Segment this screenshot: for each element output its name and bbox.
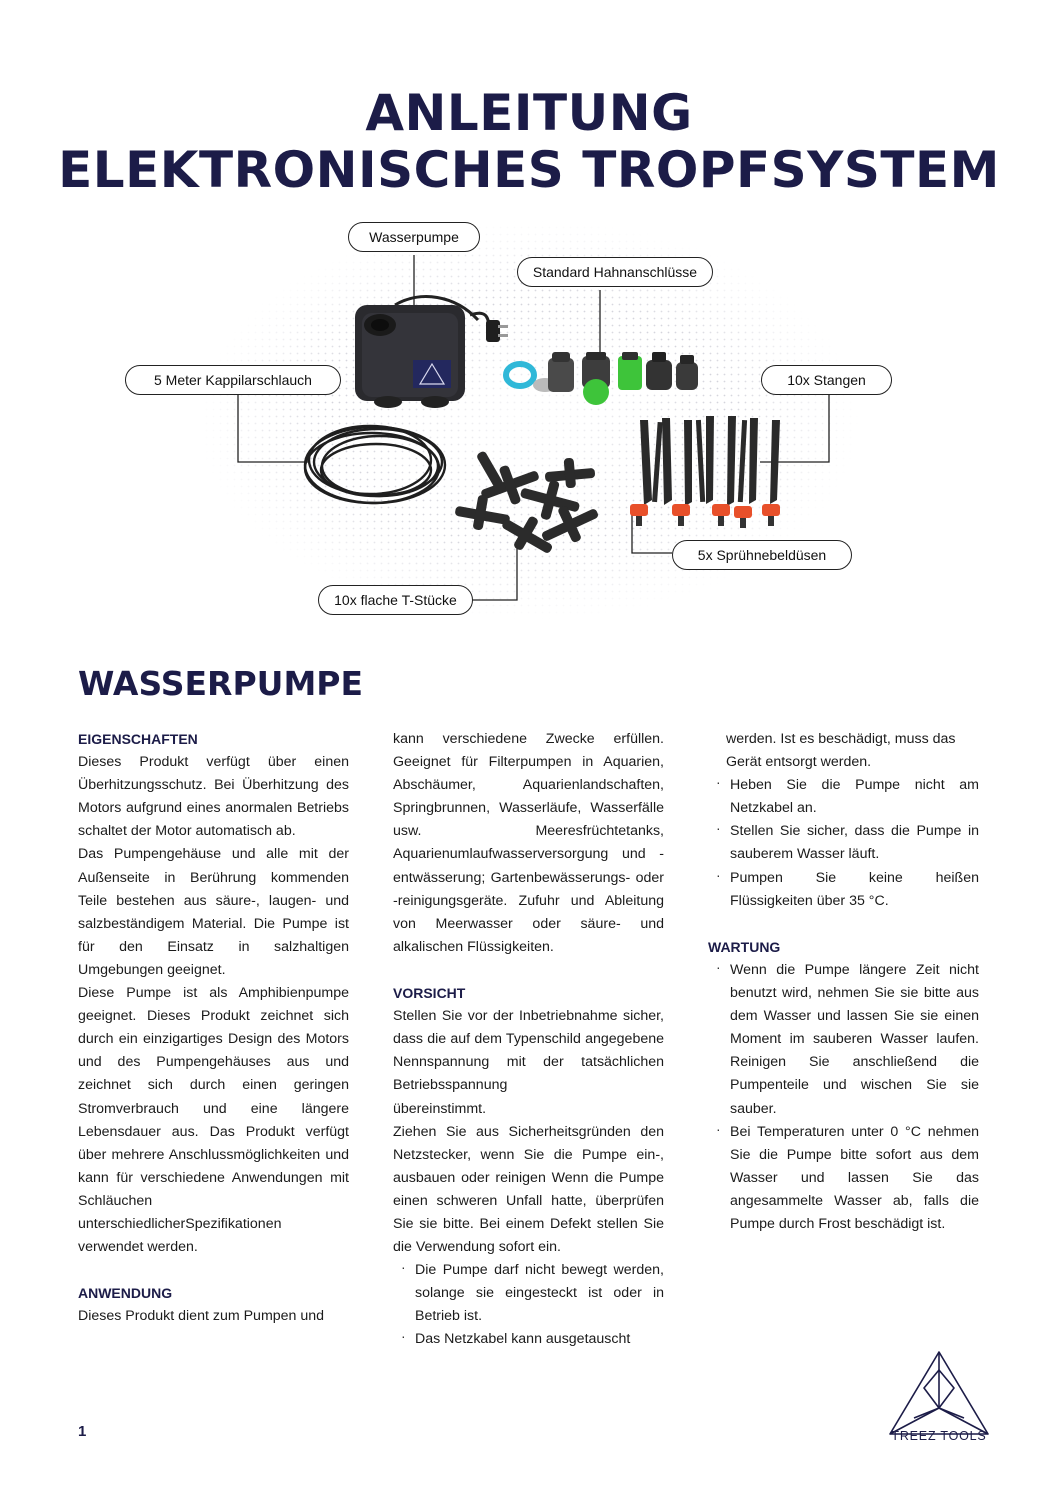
page-number: 1	[78, 1423, 87, 1440]
caution-list	[393, 1259, 664, 1351]
paragraph: Dieses Produkt verfügt über einen Überhitzungsschutz. Bei Überhitzung des Motors aufgrund eines anormalen Betriebs schaltet der Motor automatisch ab.	[78, 754, 349, 840]
paragraph-end: übereinstimmt.	[393, 1100, 487, 1117]
callout-hahnanschluesse: Standard Hahnanschlüsse	[517, 257, 713, 287]
list-item: · Bei Temperaturen unter 0 °C nehmen Sie die Pumpe bitte sofort aus dem Wasser und lassen Sie das angesammelte Wasser ab, falls die Pumpe durch Frost beschädigt ist.	[708, 1121, 979, 1236]
caution-list-continued	[708, 774, 979, 913]
paragraph: kann verschiedene Zwecke erfüllen. Geeignet für Filterpumpen in Aquarien, Abschäumer, Aquarienlandschaften, Springbrunnen, Wasserläufe, Wasserfälle usw. Meeresfrüchtetanks, Aquarienumlaufwasserversorgung und -entwässerung; Gartenbewässerungs- oder -reinigungsgeräte. Zufuhr und Ableitung von Meerwasser oder säure- und alkalischen Flüssigkeiten.	[393, 731, 664, 955]
paragraph: Das Pumpengehäuse und alle mit der Außenseite in Berührung kommenden Teile bestehen aus säure-, laugen- und salzbeständigem Material. Die Pumpe ist für den Einsatz in salzhaltigen Umgebungen geeignet.	[78, 846, 349, 978]
maintenance-list	[708, 959, 979, 1236]
text-column-3	[708, 728, 979, 1236]
list-item: · Wenn die Pumpe längere Zeit nicht benutzt wird, nehmen Sie sie bitte aus dem Wasser und lassen Sie sie einen Moment im sauberen Wasser laufen. Reinigen Sie anschließend die Pumpenteile und wischen Sie sie sauber.	[708, 959, 979, 1121]
brand-name: TREEZ TOOLS	[891, 1429, 987, 1443]
heading-eigenschaften: EIGENSCHAFTEN	[78, 731, 198, 747]
list-item: · Heben Sie die Pumpe nicht am Netzkabel an.	[708, 774, 979, 820]
list-item: · Die Pumpe darf nicht bewegt werden, solange sie eingesteckt ist oder in Betrieb ist.	[393, 1259, 664, 1328]
callout-spruehnebelduesen: 5x Sprühnebeldüsen	[672, 540, 852, 570]
section-title-wasserpumpe: WASSERPUMPE	[78, 664, 364, 703]
text-column-1	[78, 728, 349, 1328]
document-title	[0, 85, 1058, 199]
list-item: · Pumpen Sie keine heißen Flüssigkeiten über 35 °C.	[708, 867, 979, 913]
product-diagram	[0, 210, 1058, 630]
paragraph: Stellen Sie vor der Inbetriebnahme sicher, dass die auf dem Typenschild angegebene Nennspannung mit der tatsächlichen Betriebsspannung	[393, 1008, 664, 1094]
paragraph: Diese Pumpe ist als Amphibienpumpe geeignet. Dieses Produkt zeichnet sich durch ein einzigartiges Design des Motors und des Pumpengehäuses aus und zeichnet sich durch einen geringen Stromverbrauch und eine längere Lebensdauer aus. Das Produkt verfügt über mehrere Anschlussmöglichkeiten und kann für verschiedene Anwendungen mit Schläuchen unterschiedlicherSpezifikationen	[78, 985, 349, 1232]
text-column-2	[393, 728, 664, 1352]
heading-anwendung: ANWENDUNG	[78, 1285, 173, 1302]
list-item: · Das Netzkabel kann ausgetauscht	[393, 1328, 664, 1351]
paragraph: Dieses Produkt dient zum Pumpen und	[78, 1308, 325, 1325]
title-line-2: ELEKTRONISCHES TROPFSYSTEM	[58, 141, 1000, 200]
list-item-continuation: werden. Ist es beschädigt, muss das Gerät entsorgt werden.	[726, 731, 956, 771]
callout-kapillarschlauch: 5 Meter Kappilarschlauch	[125, 365, 341, 395]
title-line-1: ANLEITUNG	[365, 84, 693, 143]
list-item: · Stellen Sie sicher, dass die Pumpe in sauberem Wasser läuft.	[708, 820, 979, 866]
callout-stangen: 10x Stangen	[761, 365, 892, 395]
callout-wasserpumpe: Wasserpumpe	[348, 222, 480, 252]
paragraph: Ziehen Sie aus Sicherheitsgründen den Netzstecker, wenn Sie die Pumpe ein-, ausbauen oder reinigen Wenn die Pumpe einen schweren Unfall hatte, überprüfen Sie sie bitte. Bei einem Defekt stellen Sie die Verwendung sofort ein.	[393, 1123, 664, 1256]
callout-t-stuecke: 10x flache T-Stücke	[318, 585, 473, 615]
paragraph-end: verwendet werden.	[78, 1239, 198, 1256]
heading-vorsicht: VORSICHT	[393, 985, 466, 1002]
heading-wartung: WARTUNG	[708, 938, 781, 955]
